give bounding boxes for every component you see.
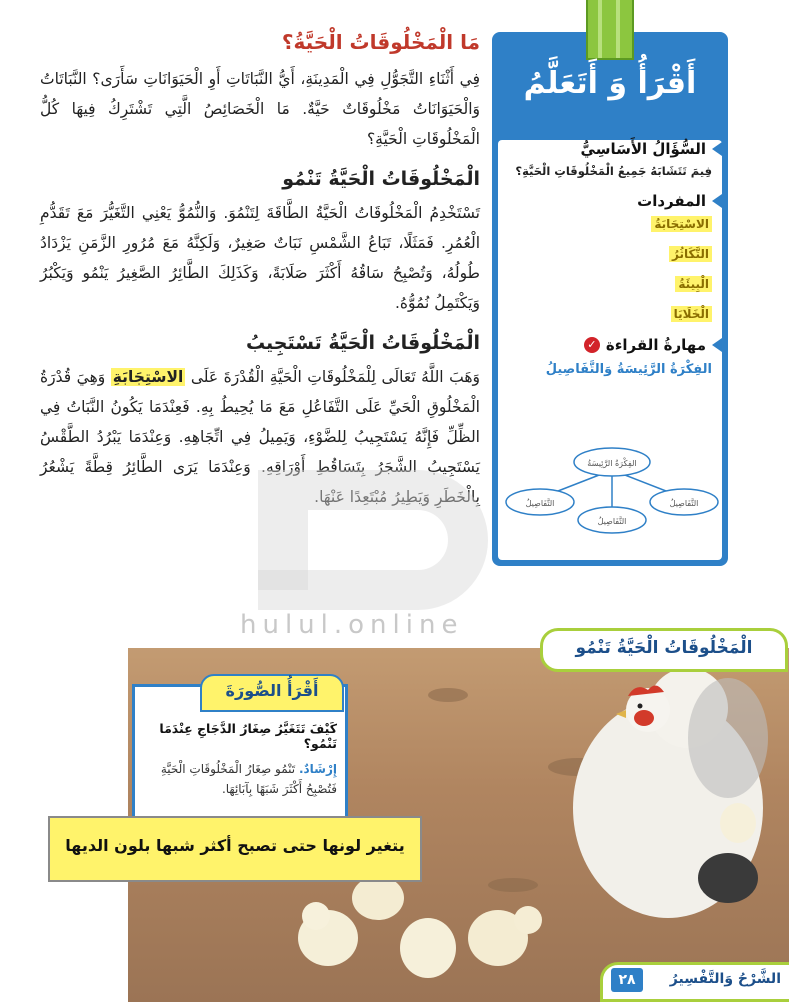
- chick-head: [302, 902, 330, 930]
- read-photo-question: كَيْفَ تَتَغَيَّرُ صِغَارُ الدَّجَاجِ عِنْدَمَا تَنْمُو؟: [159, 721, 337, 751]
- essential-question-heading: [500, 140, 722, 158]
- hen-wattle: [634, 710, 654, 726]
- essential-question-label: السُّؤَالُ الأَسَاسِيُّ: [580, 140, 706, 158]
- para-text: وَهِيَ قُدْرَةُ الْمَخْلُوقِ الْحَيِّ عَلَى التَّفَاعُلِ مَعَ مَا يُحِيطُ بِهِ. فَعِنْدَمَا يَكُونُ النَّبَاتُ فِي الظِّلِّ فَإِنَّهُ يَسْتَجِيبُ لِلضَّوْءِ، وَيَمِيلُ فِي اتِّجَاهِهِ. وَعِنْدَمَا يَبْرُدُ الطَّقْسُ يَسْتَجِيبُ الشَّجَرُ بِتَسَاقُطِ أَوْرَاقِهِ. وَعِنْدَمَا يَرَى الطَّائِرُ قِطَّةً يَشْعُرُ بِالْخَطَرِ وَيَطِيرُ مُبْتَعِدًا عَنْهَا.: [40, 368, 480, 506]
- second-hen: [688, 678, 768, 798]
- chick: [352, 876, 404, 920]
- dark-chick: [698, 853, 758, 903]
- para-text: وَهَبَ اللَّهُ تَعَالَى لِلْمَخْلُوقَاتِ الْحَيَّةِ الْقُدْرَةَ عَلَى: [190, 368, 480, 386]
- read-photo-tab: أَقْرَأُ الصُّورَةَ: [200, 674, 344, 712]
- reading-skill: الفِكْرَةُ الرَّئِيسَةُ وَالتَّفَاصِيلُ: [545, 362, 712, 377]
- vocab-item: الْبِيئَةُ: [675, 276, 712, 292]
- vocab-heading: [500, 192, 722, 210]
- diagram-detail-label: التَّفَاصِيلُ: [525, 499, 555, 508]
- watermark-text: hulul.online: [240, 610, 464, 640]
- paragraph: فِي أَثْنَاءِ التَّجَوُّلِ فِي الْمَدِينَةِ، أَيُّ النَّبَاتَاتِ أَوِ الْحَيَوَانَاتِ سَأَرَى؟ النَّبَاتَاتُ وَالْحَيَوَانَاتُ مَخْلُوقَاتٌ حَيَّةٌ. مَا الْخَصَائِصُ الَّتِي تَشْتَرِكُ فِيهَا كُلُّ الْمَخْلُوقَاتِ الْحَيَّةِ؟: [40, 70, 480, 148]
- read-learn-title: أَقْرَأُ وَ أَتَعَلَّمُ: [523, 66, 697, 101]
- reading-skill-label: مهارةُ القراءة: [605, 336, 706, 354]
- page-footer: [600, 962, 789, 1002]
- paragraph-respond: [40, 362, 480, 512]
- main-idea-diagram: [500, 440, 722, 540]
- triangle-bullet-icon: [712, 194, 722, 208]
- bookmark-ribbon: [586, 0, 634, 60]
- hen-eye: [638, 704, 643, 709]
- checkmark-icon: ✓: [584, 337, 600, 353]
- vocab-label: المفردات: [637, 192, 706, 210]
- read-photo-hint: [143, 759, 337, 799]
- hint-text: تَنْمُو صِغَارُ الْمَخْلُوقَاتِ الْحَيَّةِ فَتُصْبِحُ أَكْثَرَ شَبَهًا بِآبَائِهَا.: [160, 762, 337, 796]
- triangle-bullet-icon: [712, 142, 722, 156]
- paragraph: تَسْتَخْدِمُ الْمَخْلُوقَاتُ الْحَيَّةُ الطَّاقَةَ لِتَنْمُوَ. وَالنُّمُوُّ يَعْنِي التَّغَيُّرَ مَعَ تَقَدُّمِ الْعُمُرِ. فَمَثَلًا، تَبَاعُ الشَّمْسِ نَبَاتٌ صَغِيرٌ، وَلَكِنَّهُ مَعَ مُرُورِ الزَّمَنِ يَزْدَادُ طُولُهُ، وَتُصْبِحُ سَاقُهُ أَكْثَرَ صَلَابَةً، وَكَذَلِكَ الطَّائِرُ الصَّغِيرُ يَنْمُو وَيَكْبُرُ وَيَكْتَمِلُ نُمُوُّهُ.: [40, 204, 480, 312]
- page-number: ٢٨: [611, 968, 643, 992]
- subheading-grow: الْمَخْلُوقَاتُ الْحَيَّةُ تَنْمُو: [282, 168, 480, 190]
- vocab-list: [500, 216, 712, 322]
- diagram-detail-label: التَّفَاصِيلُ: [669, 499, 699, 508]
- answer-text: يتغير لونها حتى تصبح أكثر شبها بلون الديها: [65, 836, 405, 855]
- essential-question: فِيمَ تَتَشَابَهُ جَمِيعُ الْمَخْلُوقَاتِ الْحَيَّةِ؟: [515, 164, 712, 178]
- vocab-item: الْخَلَايَا: [671, 306, 712, 322]
- vocab-item: الاسْتِجَابَةُ: [651, 216, 712, 232]
- chick: [400, 918, 456, 978]
- photo-section-label-text: الْمَخْلُوقَاتُ الْحَيَّةُ تَنْمُو: [575, 638, 753, 658]
- photo-section-label: [540, 628, 788, 672]
- diagram-main-label: الفِكْرَةُ الرَّئِيسَةُ: [587, 459, 637, 468]
- section-heading: مَا الْمَخْلُوقَاتُ الْحَيَّةُ؟: [281, 30, 480, 54]
- chick: [720, 803, 756, 843]
- reading-skill-heading: [500, 336, 722, 354]
- ribbon-stripe: [598, 0, 602, 58]
- chick-head: [514, 906, 542, 934]
- vocab-item: التَّكَاثُرُ: [669, 246, 712, 262]
- answer-box: [48, 816, 422, 882]
- diagram-detail-label: التَّفَاصِيلُ: [597, 517, 627, 526]
- main-text-column: [40, 30, 480, 610]
- triangle-bullet-icon: [712, 338, 722, 352]
- hint-label: إِرْشَادٌ.: [298, 762, 337, 776]
- ribbon-stripe: [616, 0, 620, 58]
- footer-label: الشَّرْحُ وَالتَّفْسِيرُ: [669, 971, 781, 987]
- subheading-respond: الْمَخْلُوقَاتُ الْحَيَّةُ تَسْتَجِيبُ: [245, 332, 480, 354]
- highlighted-term: الاسْتِجَابَةِ: [112, 368, 184, 386]
